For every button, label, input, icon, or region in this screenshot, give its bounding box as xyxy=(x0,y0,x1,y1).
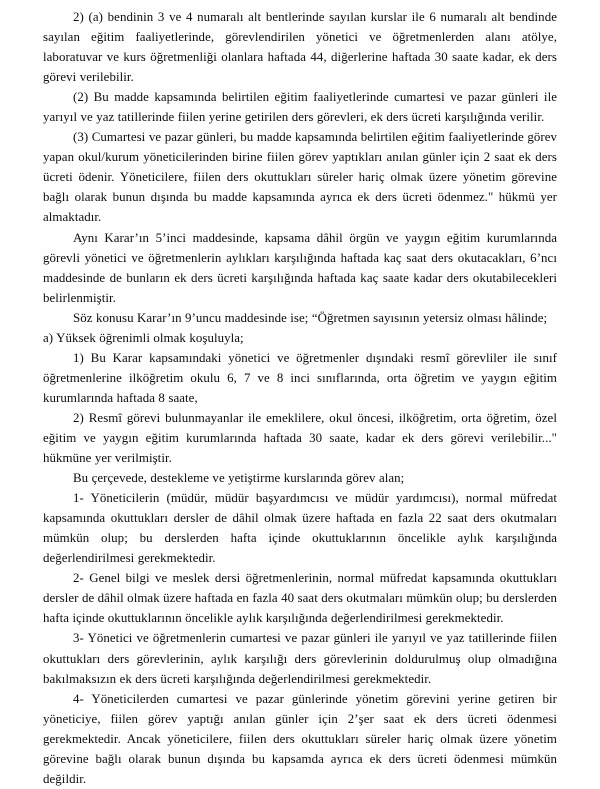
paragraph-bent-a-1: 1) Bu Karar kapsamındaki yönetici ve öğretmenler dışındaki resmî görevliler ile sınıf öğretmenlerine ilköğretim okulu 6, 7 ve 8 inci sınıflarında, orta öğretim ve yaygın eğitim kurumlarında haftada 8 saate, xyxy=(43,350,557,405)
paragraph-soz-konusu-9: Söz konusu Karar’ın 9’uncu maddesinde ise; “Öğretmen sayısının yetersiz olması hâlinde; xyxy=(73,310,548,325)
paragraph-madde-1: 1- Yöneticilerin (müdür, müdür başyardımcısı ve müdür yardımcısı), normal müfredat kapsamında okuttukları dersler de dâhil olmak üzere haftada en fazla 22 saat ders okutmaları mümkün olup; bu derslerden hafta içinde okuttuklarının öncelikle aylık karşılığında değerlendirilmesi gerekmektedir. xyxy=(43,491,557,566)
paragraph-bent-a: a) Yüksek öğrenimli olmak koşuluyla; xyxy=(43,330,244,345)
paragraph-bu-cercevede: Bu çerçevede, destekleme ve yetiştirme kurslarında görev alan; xyxy=(73,471,405,486)
paragraph-ayni-karar-5: Aynı Karar’ın 5’inci maddesinde, kapsama dâhil örgün ve yaygın eğitim kurumlarında görevli yönetici ve öğretmenlerin aylıkları karşılığında haftada kaç saat ders okutacakları, 6’ncı maddesinde de bunların ek ders ücreti karşılığında haftada kaç saate kadar ders okutabilecekleri belirlenmiştir. xyxy=(43,230,557,305)
paragraph-madde-2: 2- Genel bilgi ve meslek dersi öğretmenlerinin, normal müfredat kapsamında okuttukları dersler de dâhil olmak üzere haftada en fazla 40 saat ders okutmaları mümkün olup; bu derslerden hafta içinde okuttuklarının öncelikle aylık karşılığında değerlendirilmesi gerekmektedir. xyxy=(43,571,557,626)
paragraph-bent-a-2: 2) Resmî görevi bulunmayanlar ile emeklilere, okul öncesi, ilköğretim, orta öğretim, özel eğitim ve yaygın eğitim kurumlarında haftada 30 saate, kadar ek ders görevi verilebilir..." hükmüne yer verilmiştir. xyxy=(43,410,557,466)
paragraph-fikra-2: (2) Bu madde kapsamında belirtilen eğitim faaliyetlerinde cumartesi ve pazar günleri ile yarıyıl ve yaz tatillerinde fiilen yerine getirilen ders görevleri, ek ders ücreti karşılığında verilir. xyxy=(43,90,557,125)
paragraph-madde-2a: 2) (a) bendinin 3 ve 4 numaralı alt bentlerinde sayılan kurslar ile 6 numaralı alt bendinde sayılan eğitim faaliyetlerinde, görevlendirilen yönetici ve öğretmenlerden alanı atölye, laboratuvar ve kurs öğretmenliği olanlara haftada 44, diğerlerine haftada 30 saate kadar, ek ders görevi verilebilir. xyxy=(43,10,557,85)
paragraph-madde-4: 4- Yöneticilerden cumartesi ve pazar günlerinde yönetim görevini yerine getiren bir yöneticiye, fiilen görev yaptığı anılan günler için 2’şer saat ek ders ücreti ödenmesi gerekmektedir. Ancak yöneticilere, fiilen ders okuttukları süreler hariç olmak üzere yönetim görevine bağlı olarak bunun dışında bu kapsamda ayrıca ek ders ücreti ödenmesi mümkün değildir. xyxy=(43,691,557,786)
paragraph-fikra-3: (3) Cumartesi ve pazar günleri, bu madde kapsamında belirtilen eğitim faaliyetlerinde görev yapan okul/kurum yöneticilerinden birine fiilen görev yaptıkları anılan günler için 2 saat ek ders ücreti ödenir. Yöneticilere, fiilen ders okuttukları süreler hariç olmak üzere yönetim görevine bağlı olarak bunun dışında bu madde kapsamında ayrıca ek ders ücreti ödenmez." hükmü yer almaktadır. xyxy=(43,130,557,225)
paragraph-madde-3: 3- Yönetici ve öğretmenlerin cumartesi ve pazar günleri ile yarıyıl ve yaz tatillerinde fiilen okuttukları ders görevlerinin, aylık karşılığı ders görevlerinin doldurulmuş olup olmadığına bakılmaksızın ek ders ücreti karşılığında değerlendirilmesi gerekmektedir. xyxy=(43,631,557,686)
document-text-body xyxy=(43,7,557,789)
